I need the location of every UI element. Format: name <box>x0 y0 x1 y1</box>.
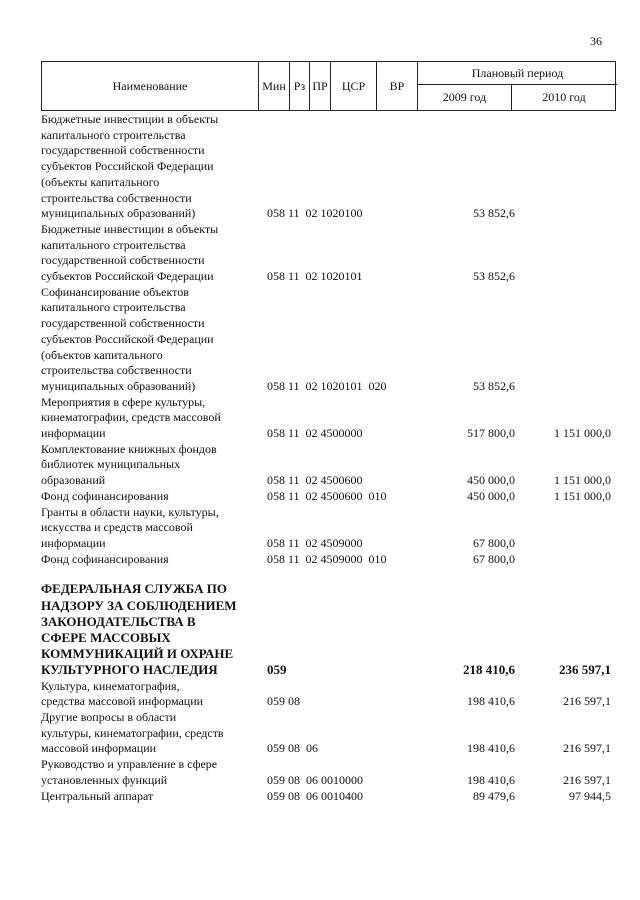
table-row <box>41 757 621 788</box>
header-min: Мин <box>259 62 290 110</box>
row-value-2009: 53 852,6 <box>473 206 515 221</box>
header-plan-period-label: Плановый период <box>418 62 617 85</box>
header-name: Наименование <box>42 62 259 110</box>
table-row <box>41 552 621 568</box>
row-value-2009: 67 800,0 <box>473 535 515 550</box>
row-value-2009: 198 410,6 <box>467 741 515 756</box>
row-value-2009: 53 852,6 <box>473 378 515 393</box>
table-row <box>41 112 621 222</box>
row-name: Культура, кинематография, средства массовой информации <box>41 678 204 709</box>
row-codes: 059 08 <box>267 694 300 709</box>
table-row <box>41 505 621 552</box>
row-name: Бюджетные инвестиции в объекты капитального строительства государственной собственности субъектов Российской Федерации <box>41 221 219 284</box>
row-codes: 058 11 02 1020100 <box>267 206 363 221</box>
row-value-2009: 198 410,6 <box>467 772 515 787</box>
row-value-2009: 450 000,0 <box>467 488 515 503</box>
row-codes: 058 11 02 1020101 <box>267 269 363 284</box>
agency-value-2010: 236 597,1 <box>559 662 611 678</box>
header-year-2010: 2010 год <box>542 89 586 104</box>
row-name: Центральный аппарат <box>41 788 154 803</box>
row-value-2009: 198 410,6 <box>467 694 515 709</box>
header-year-2009: 2009 год <box>418 84 512 110</box>
page-number: 36 <box>590 34 602 48</box>
row-codes: 059 08 06 0010000 <box>267 772 363 787</box>
row-name: Гранты в области науки, культуры, искусства и средств массовой информации <box>41 504 219 550</box>
table-row <box>41 489 621 505</box>
row-value-2010: 1 151 000,0 <box>554 473 611 488</box>
table-row <box>41 710 621 757</box>
row-name: Другие вопросы в области культуры, кинематографии, средств массовой информации <box>41 710 224 756</box>
section-spacer <box>41 567 621 581</box>
header-pr: ПР <box>310 62 331 110</box>
row-value-2010: 1 151 000,0 <box>554 488 611 503</box>
table-row <box>41 442 621 489</box>
table-row <box>41 679 621 710</box>
table-row <box>41 285 621 395</box>
header-csr: ЦСР <box>331 62 377 110</box>
agency-value-2009: 218 410,6 <box>463 662 515 678</box>
row-value-2010: 97 944,5 <box>569 788 611 803</box>
table-header <box>41 61 616 111</box>
row-codes: 059 08 06 0010400 <box>267 788 363 803</box>
row-name: Фонд софинансирования <box>41 551 169 566</box>
row-name: Комплектование книжных фондов библиотек муниципальных образований <box>41 441 217 488</box>
row-codes: 058 11 02 4509000 010 <box>267 551 387 566</box>
header-plan-period <box>418 62 617 110</box>
row-value-2010: 216 597,1 <box>563 694 611 709</box>
row-value-2009: 450 000,0 <box>467 473 515 488</box>
row-codes: 058 11 02 4509000 <box>267 535 363 550</box>
row-value-2010: 1 151 000,0 <box>554 426 611 441</box>
table-row <box>41 395 621 442</box>
row-name: Мероприятия в сфере культуры, кинематографии, средств массовой информации <box>41 394 221 441</box>
agency-row <box>41 581 621 678</box>
table-row <box>41 222 621 285</box>
table-body <box>41 112 621 804</box>
row-value-2009: 89 479,6 <box>473 788 515 803</box>
row-name: Бюджетные инвестиции в объекты капитального строительства государственной собственности субъектов Российской Федерации (объекты капитального строительства собственности муниципальных образований) <box>41 112 219 221</box>
row-codes: 059 08 06 <box>267 741 318 756</box>
row-name: Фонд софинансирования <box>41 488 169 503</box>
row-codes: 058 11 02 4500000 <box>267 426 363 441</box>
row-codes: 058 11 02 4500600 010 <box>267 488 387 503</box>
row-value-2010: 216 597,1 <box>563 741 611 756</box>
row-name: Софинансирование объектов капитального строительства государственной собственности субъектов Российской Федерации (объектов капитального строительства собственности муниципальных образований) <box>41 284 214 393</box>
agency-name: ФЕДЕРАЛЬНАЯ СЛУЖБА ПО НАДЗОРУ ЗА СОБЛЮДЕНИЕМ ЗАКОНОДАТЕЛЬСТВА В СФЕРЕ МАССОВЫХ КОММУНИКАЦИЙ И ОХРАНЕ КУЛЬТУРНОГО НАСЛЕДИЯ <box>41 581 237 678</box>
row-value-2010: 216 597,1 <box>563 772 611 787</box>
header-rz: Рз <box>290 62 310 110</box>
row-value-2009: 517 800,0 <box>467 426 515 441</box>
agency-code: 059 <box>267 662 287 678</box>
row-value-2009: 53 852,6 <box>473 269 515 284</box>
row-codes: 058 11 02 1020101 020 <box>267 378 387 393</box>
row-codes: 058 11 02 4500600 <box>267 473 363 488</box>
row-value-2009: 67 800,0 <box>473 551 515 566</box>
header-vr: ВР <box>377 62 418 110</box>
table-row <box>41 789 621 805</box>
row-name: Руководство и управление в сфере установленных функций <box>41 757 218 787</box>
